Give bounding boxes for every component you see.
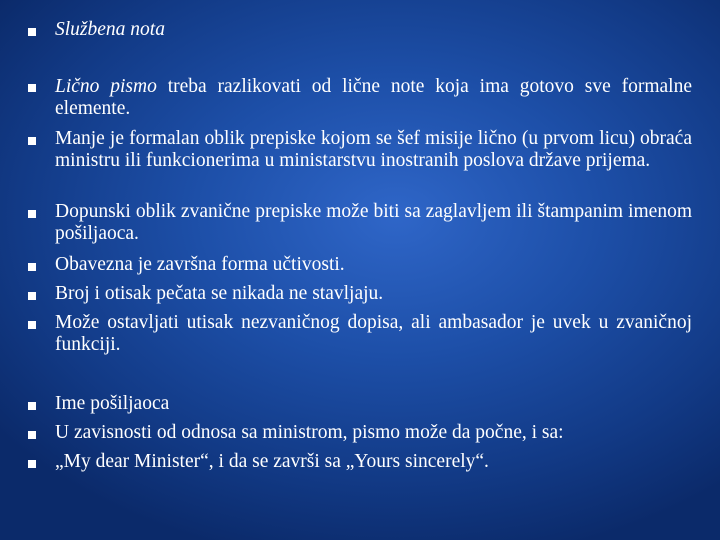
- bullet-text: „My dear Minister“, i da se završi sa „Yours sincerely“.: [55, 451, 489, 472]
- bullet-text: Dopunski oblik zvanične prepiske može biti sa zaglavljem ili štampanim imenom pošiljaoca.: [55, 201, 692, 244]
- bullet-text: U zavisnosti od odnosa sa ministrom, pismo može da počne, i sa:: [55, 422, 564, 443]
- bullet-text: Manje je formalan oblik prepiske kojom se šef misije lično (u prvom licu) obraća ministru ili funkcionerima u ministarstvu inostranih poslova države prijema.: [55, 128, 692, 171]
- bullet-text: [55, 76, 692, 120]
- bullet-square-icon: [28, 84, 36, 92]
- bullet-text: Obavezna je završna forma učtivosti.: [55, 254, 345, 275]
- bullet-square-icon: [28, 28, 36, 36]
- bullet-square-icon: [28, 292, 36, 300]
- bullet-text: Ime pošiljaoca: [55, 393, 170, 414]
- bullet-square-icon: [28, 431, 36, 439]
- bullet-square-icon: [28, 263, 36, 271]
- bullet-lead-italic: Lično pismo: [55, 76, 157, 97]
- bullet-text: Broj i otisak pečata se nikada ne stavljaju.: [55, 283, 384, 304]
- bullet-square-icon: [28, 210, 36, 218]
- bullet-square-icon: [28, 402, 36, 410]
- bullet-square-icon: [28, 460, 36, 468]
- bullet-square-icon: [28, 321, 36, 329]
- bullet-text: Može ostavljati utisak nezvaničnog dopisa, ali ambasador je uvek u zvaničnoj funkciji.: [55, 312, 692, 355]
- bullet-text: Službena nota: [55, 19, 165, 40]
- bullet-square-icon: [28, 137, 36, 145]
- bullet-text-rest: treba razlikovati od lične note koja ima gotovo sve formalne elemente.: [55, 76, 692, 119]
